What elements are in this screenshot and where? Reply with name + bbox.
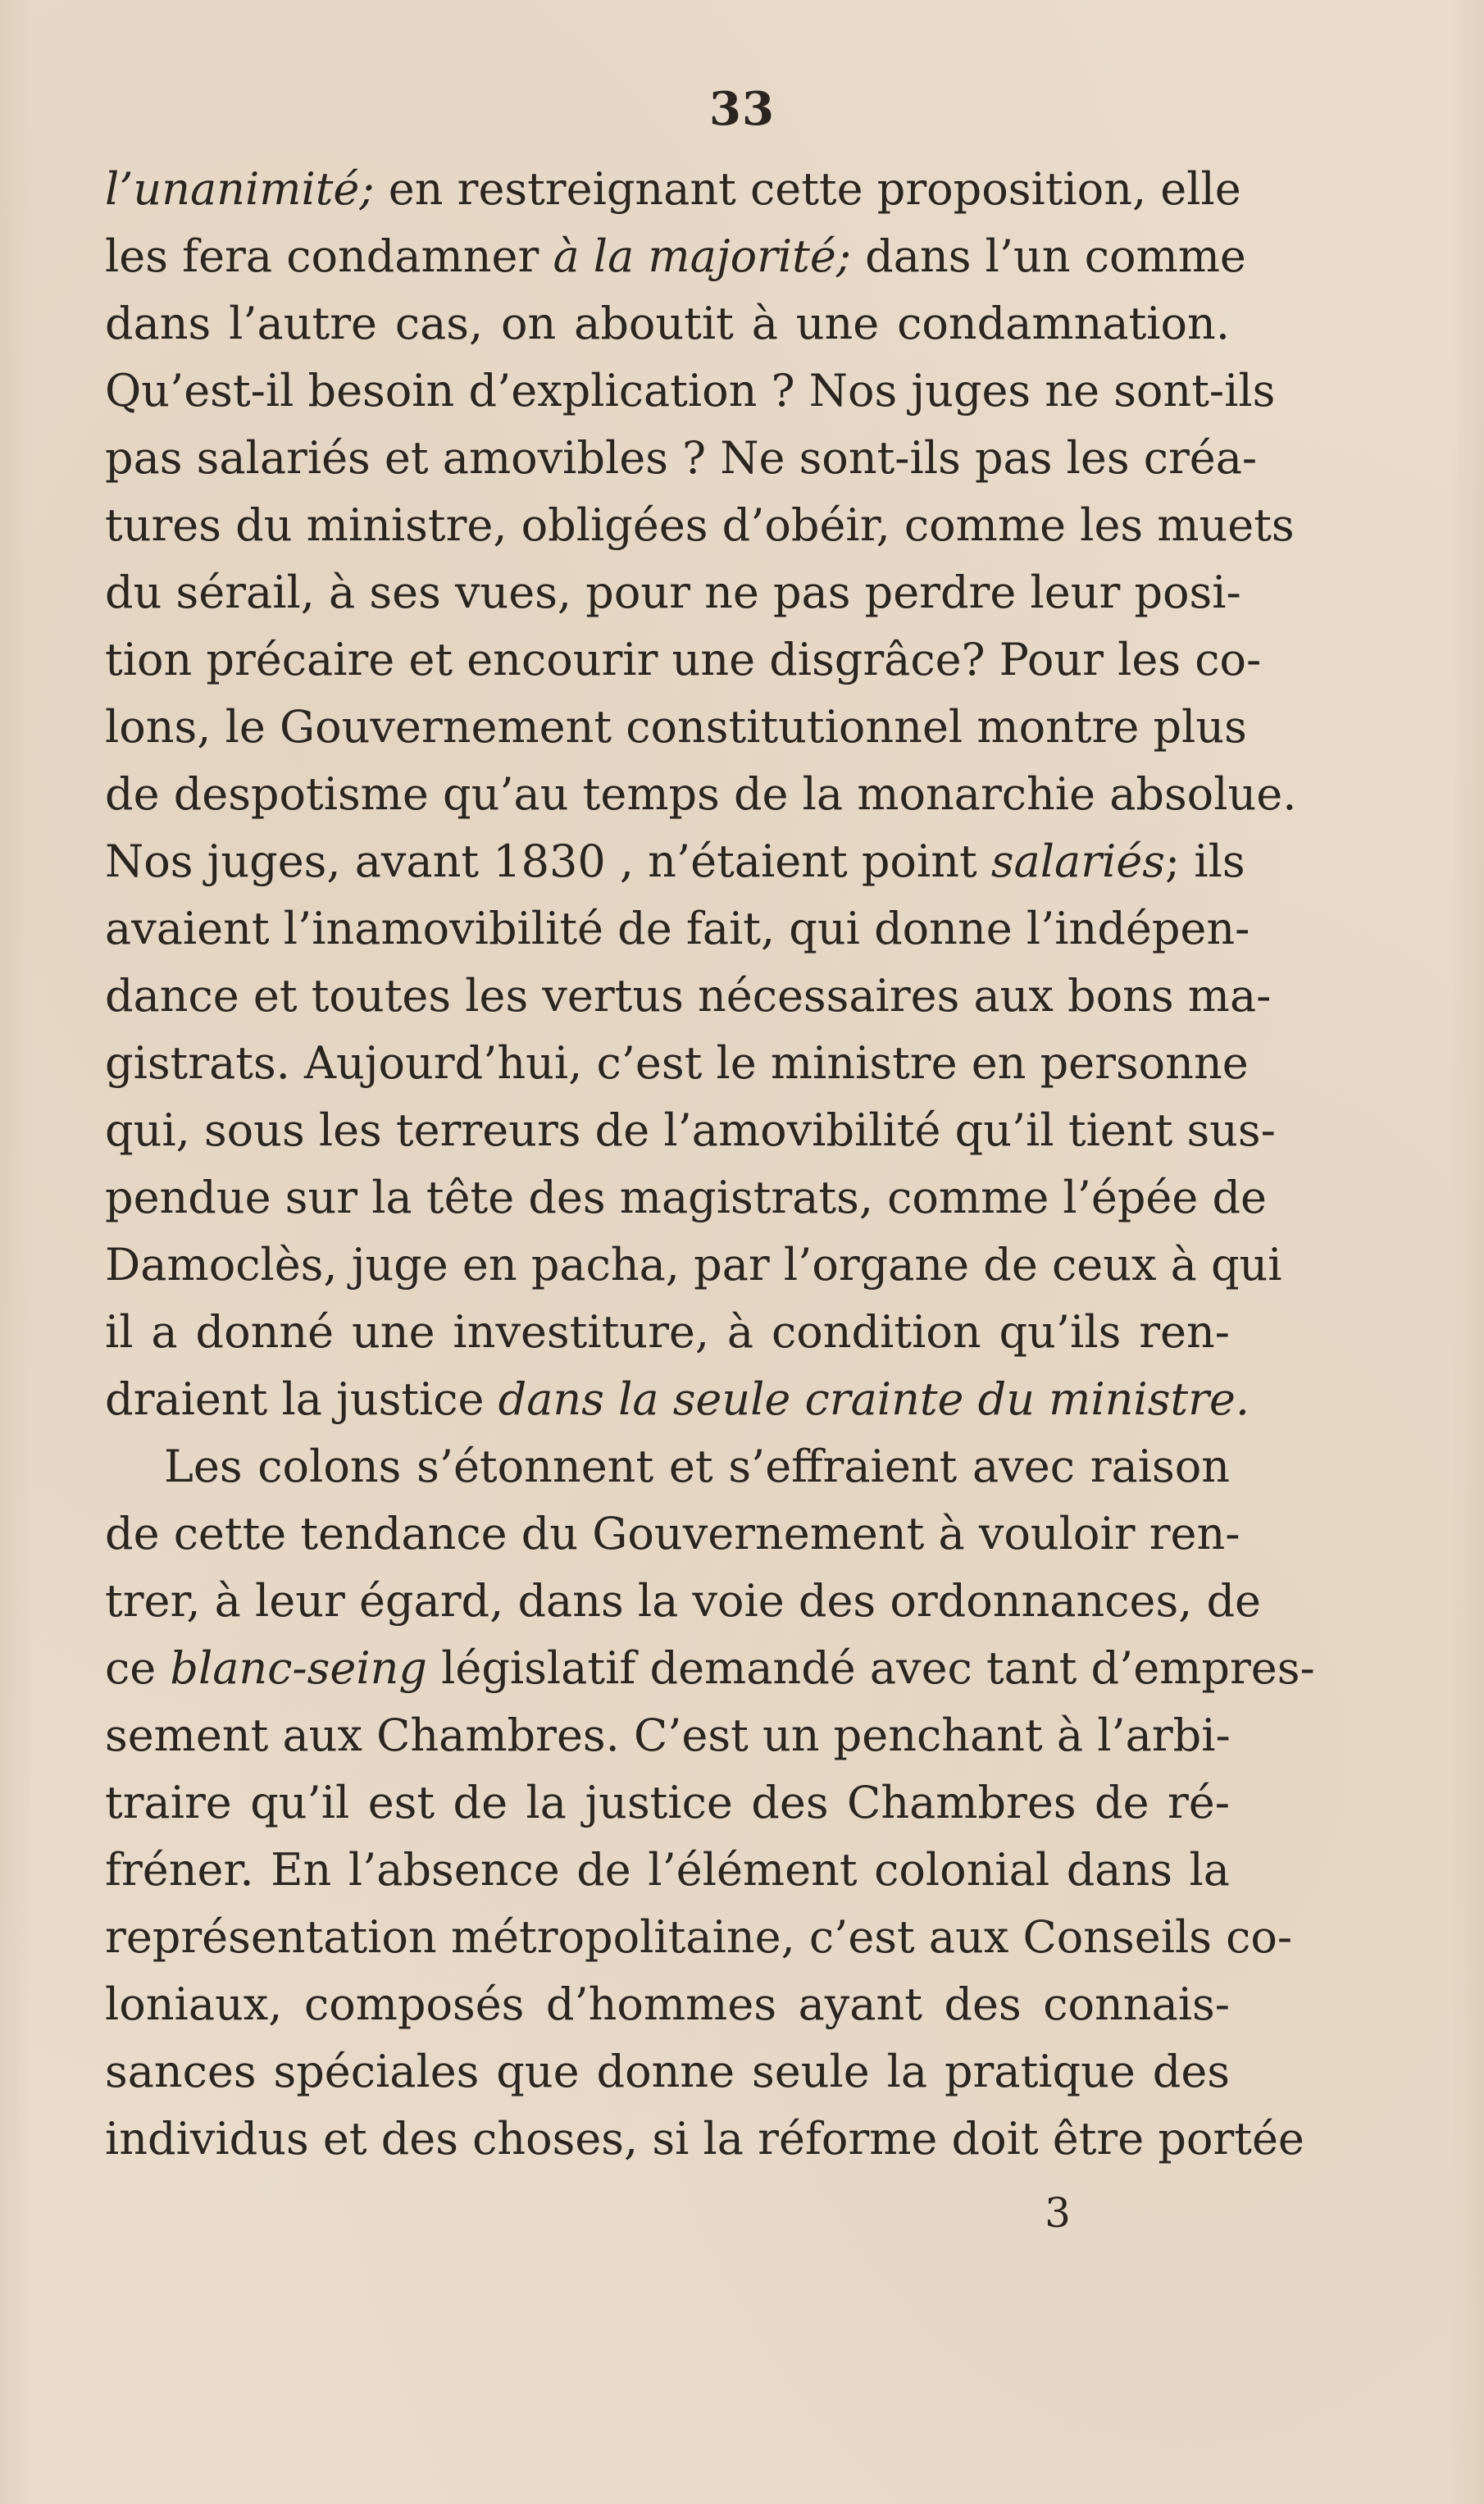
text-line: sement aux Chambres. C’est un penchant à l’arbi-	[105, 1710, 1231, 1761]
text-line: tures du ministre, obligées d’obéir, comme les muets	[105, 499, 1295, 551]
text-line: traire qu’il est de la justice des Chambres de ré-	[105, 1777, 1230, 1828]
text-line: dance et toutes les vertus nécessaires aux bons ma-	[105, 970, 1272, 1022]
page-number: 33	[709, 82, 775, 136]
text-line: les fera condamner à la majorité; dans l’un comme	[105, 230, 1246, 282]
signature-mark: 3	[1045, 2189, 1071, 2237]
text-line: de cette tendance du Gouvernement à vouloir ren-	[105, 1508, 1240, 1559]
text-line: Damoclès, juge en pacha, par l’organe de ceux à qui	[105, 1239, 1282, 1291]
text-line: individus et des choses, si la réforme doit être portée	[105, 2113, 1304, 2165]
text-line: gistrats. Aujourd’hui, c’est le ministre en personne	[105, 1037, 1249, 1089]
text-line: de despotisme qu’au temps de la monarchie absolue.	[105, 768, 1297, 820]
text-line: du sérail, à ses vues, pour ne pas perdre leur posi-	[105, 567, 1241, 618]
text-line: lons, le Gouvernement constitutionnel montre plus	[105, 701, 1247, 753]
text-line: pas salariés et amovibles ? Ne sont-ils pas les créa-	[105, 432, 1258, 484]
text-line: pendue sur la tête des magistrats, comme l’épée de	[105, 1172, 1267, 1223]
text-line: trer, à leur égard, dans la voie des ordonnances, de	[105, 1575, 1262, 1627]
text-line: Qu’est-il besoin d’explication ? Nos juges ne sont-ils	[105, 365, 1276, 417]
text-line: l’unanimité; en restreignant cette proposition, elle	[105, 163, 1241, 215]
text-line: Nos juges, avant 1830 , n’étaient point salariés; ils	[105, 835, 1245, 887]
text-line: dans l’autre cas, on aboutit à une condamnation.	[105, 298, 1230, 349]
text-line: loniaux, composés d’hommes ayant des connais-	[105, 1978, 1230, 2030]
text-line: qui, sous les terreurs de l’amovibilité qu’il tient sus-	[105, 1104, 1276, 1156]
text-line: tion précaire et encourir une disgrâce? Pour les co-	[105, 634, 1262, 685]
body-text	[105, 156, 1315, 2173]
paragraph-start-line: Les colons s’étonnent et s’effraient avec raison	[164, 1441, 1230, 1492]
text-line: sances spéciales que donne seule la pratique des	[105, 2046, 1230, 2097]
text-line: draient la justice dans la seule crainte du ministre.	[105, 1373, 1250, 1425]
text-line: fréner. En l’absence de l’élément colonial dans la	[105, 1844, 1230, 1896]
text-line: avaient l’inamovibilité de fait, qui donne l’indépen-	[105, 903, 1250, 954]
text-line: représentation métropolitaine, c’est aux Conseils co-	[105, 1911, 1293, 1963]
text-line: il a donné une investiture, à condition qu’ils ren-	[105, 1306, 1230, 1358]
text-line: ce blanc-seing législatif demandé avec tant d’empres-	[105, 1642, 1315, 1694]
